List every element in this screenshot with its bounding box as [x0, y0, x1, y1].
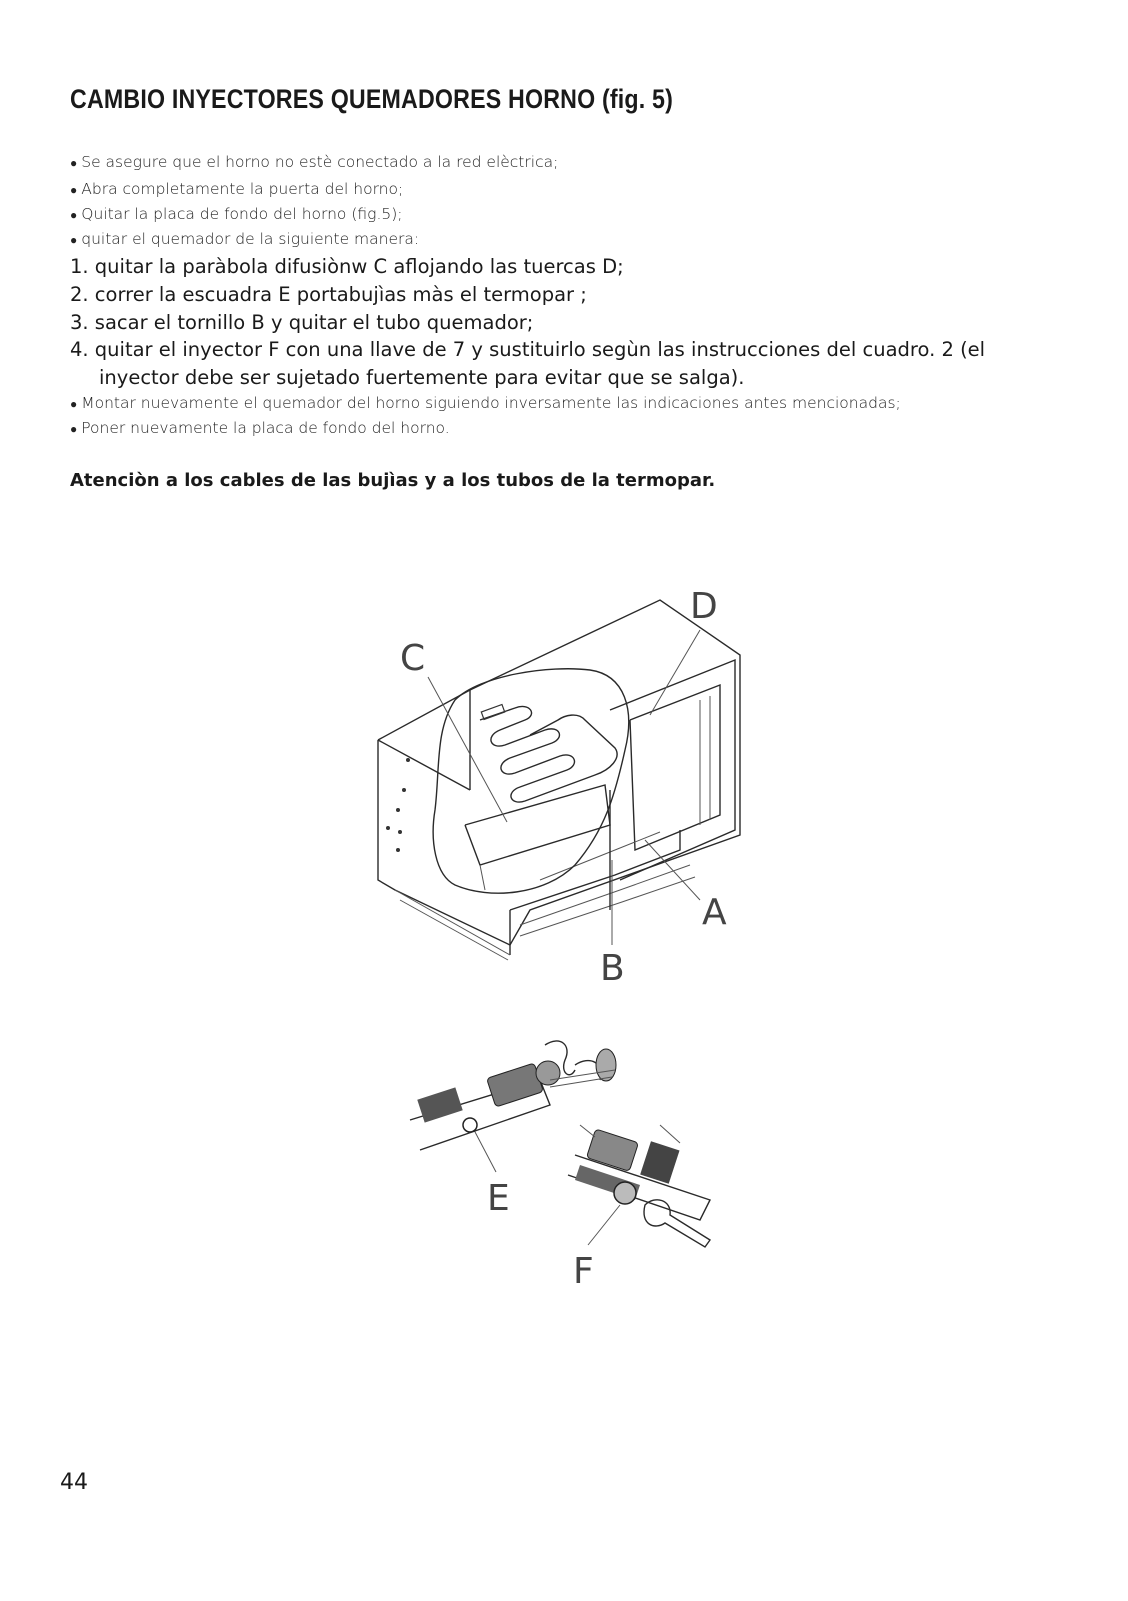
step-item: 4. quitar el inyector F con una llave de 7 y sustituirlo segùn las instrucciones del cuadro. 2 (el [70, 338, 986, 361]
step-item: 3. sacar el tornillo B y quitar el tubo quemador; [70, 311, 534, 334]
label-c: C [400, 638, 426, 679]
page-number: 44 [60, 1470, 88, 1495]
label-a: A [702, 892, 727, 933]
bullet-dot-icon: ● [70, 422, 78, 436]
label-b: B [600, 948, 625, 989]
injector-diagram [400, 1025, 730, 1265]
attention-note: Atenciòn a los cables de las bujìas y a los tubos de la termopar. [70, 470, 716, 491]
bullet-item: ● quitar el quemador de la siguiente manera: [70, 230, 420, 248]
page-title: CAMBIO INYECTORES QUEMADORES HORNO (fig. 5) [70, 84, 673, 114]
bullet-item: ● Poner nuevamente la placa de fondo del horno. [70, 419, 450, 437]
bullet-item: ● Quitar la placa de fondo del horno (fig.5); [70, 205, 403, 223]
label-f: F [573, 1251, 594, 1292]
label-d: D [690, 586, 718, 627]
bullet-dot-icon: ● [70, 183, 78, 197]
step-item: 2. correr la escuadra E portabujìas màs el termopar ; [70, 283, 587, 306]
bullet-item: ● Se asegure que el horno no estè conectado a la red elèctrica; [70, 153, 559, 171]
step-item-continuation: inyector debe ser sujetado fuertemente para evitar que se salga). [99, 366, 745, 389]
bullet-item: ● Abra completamente la puerta del horno; [70, 180, 404, 198]
step-item: 1. quitar la paràbola difusiònw C aflojando las tuercas D; [70, 255, 624, 278]
label-e: E [487, 1178, 510, 1219]
bullet-item: ● Montar nuevamente el quemador del horno siguiendo inversamente las indicaciones antes mencionadas; [70, 394, 901, 412]
bullet-dot-icon: ● [70, 208, 78, 222]
bullet-dot-icon: ● [70, 233, 78, 247]
bullet-dot-icon: ● [70, 397, 78, 411]
bullet-dot-icon: ● [70, 156, 78, 170]
